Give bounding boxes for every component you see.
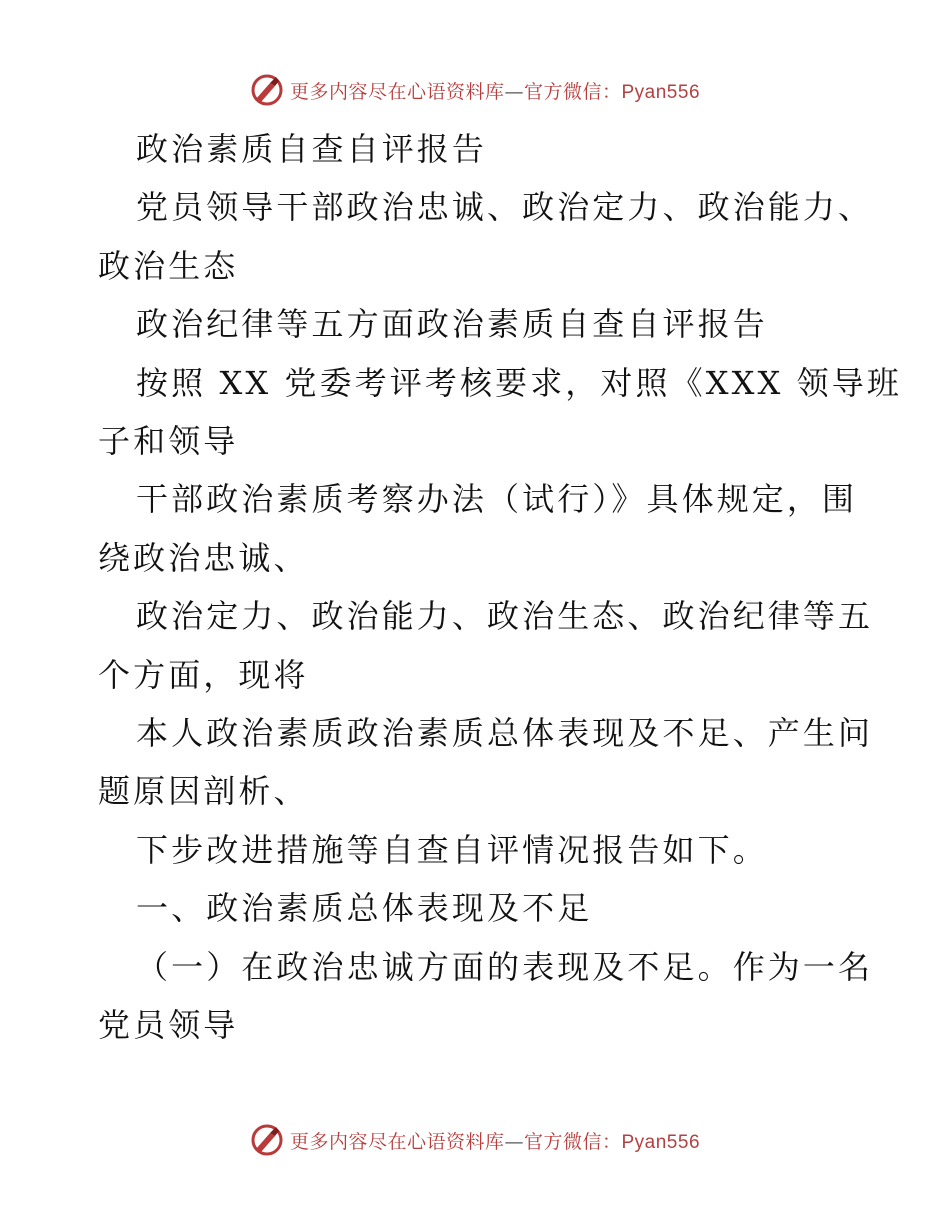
text-line: 党员领导 (98, 1006, 239, 1045)
text-line: 党员领导干部政治忠诚、政治定力、政治能力、 (136, 188, 874, 227)
section-heading: 一、政治素质总体表现及不足 (136, 889, 593, 928)
text-line: 干部政治素质考察办法（试行）》具体规定，围 (136, 480, 858, 519)
text-line: 个方面，现将 (98, 655, 309, 694)
text-line: 政治纪律等五方面政治素质自查自评报告 (136, 305, 768, 344)
footer-watermark-banner (0, 1120, 950, 1160)
text-line: （一）在政治忠诚方面的表现及不足。作为一名 (136, 947, 874, 986)
pen-logo-icon (250, 1123, 284, 1157)
document-body (98, 120, 902, 1055)
header-banner-text: 更多内容尽在心语资料库—官方微信：Pyan556 (289, 80, 701, 103)
pen-logo-icon (250, 73, 284, 107)
text-line: 政治定力、政治能力、政治生态、政治纪律等五 (136, 597, 874, 636)
text-line: 政治生态 (98, 246, 239, 285)
text-line: 子和领导 (98, 422, 239, 461)
text-line: 政治素质自查自评报告 (136, 130, 488, 168)
text-line: 按照 XX 党委考评考核要求，对照《XXX 领导班 (136, 363, 902, 402)
text-line: 绕政治忠诚、 (98, 538, 309, 577)
header-watermark-banner (0, 70, 950, 110)
footer-banner-text: 更多内容尽在心语资料库—官方微信：Pyan556 (289, 1130, 701, 1153)
text-line: 题原因剖析、 (98, 772, 309, 811)
text-line: 下步改进措施等自查自评情况报告如下。 (136, 830, 768, 869)
text-line: 本人政治素质政治素质总体表现及不足、产生问 (136, 714, 874, 753)
